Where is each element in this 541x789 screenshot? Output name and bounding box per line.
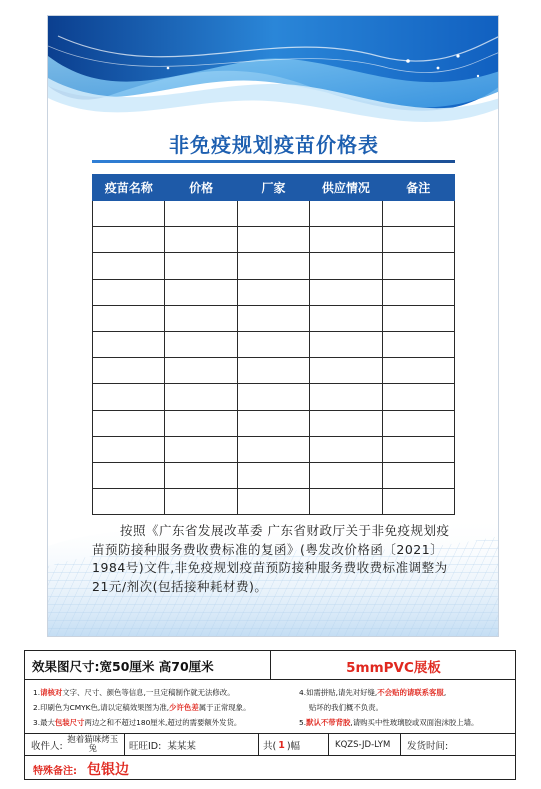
cell-price bbox=[165, 279, 237, 305]
cell-manufacturer bbox=[237, 384, 309, 410]
cell-supply-status bbox=[310, 279, 382, 305]
cell-vaccine-name bbox=[93, 279, 165, 305]
cell-vaccine-name bbox=[93, 358, 165, 384]
size-label: 效果图尺寸:宽50厘米 高70厘米 bbox=[32, 659, 214, 674]
cell-manufacturer bbox=[237, 305, 309, 331]
cell-price bbox=[165, 436, 237, 462]
cell-remarks bbox=[382, 384, 454, 410]
receiver-cell bbox=[25, 734, 125, 756]
cell-remarks bbox=[382, 358, 454, 384]
wangwang-cell bbox=[125, 734, 259, 756]
table-row bbox=[93, 358, 455, 384]
count-prefix: 共( bbox=[263, 741, 277, 752]
table-row bbox=[93, 410, 455, 436]
table-row bbox=[93, 201, 455, 227]
special-value: 包银边 bbox=[87, 762, 129, 778]
cell-manufacturer bbox=[237, 462, 309, 488]
cell-price bbox=[165, 305, 237, 331]
vaccine-price-table bbox=[92, 174, 455, 515]
note-1: 1.请核对文字、尺寸、颜色等信息,一旦定稿制作就无法修改。 bbox=[33, 688, 235, 697]
vaccine-price-poster bbox=[47, 15, 499, 637]
cell-vaccine-name bbox=[93, 331, 165, 357]
note-2: 2.印刷色为CMYK色,请以定稿效果图为准,少许色差属于正常现象。 bbox=[33, 703, 251, 712]
cell-remarks bbox=[382, 201, 454, 227]
table-row bbox=[93, 436, 455, 462]
cell-manufacturer bbox=[237, 253, 309, 279]
table-row bbox=[93, 227, 455, 253]
cell-price bbox=[165, 227, 237, 253]
cell-price bbox=[165, 358, 237, 384]
cell-vaccine-name bbox=[93, 436, 165, 462]
header-vaccine-name: 疫苗名称 bbox=[93, 175, 165, 201]
cell-supply-status bbox=[310, 384, 382, 410]
cell-remarks bbox=[382, 227, 454, 253]
cell-price bbox=[165, 489, 237, 515]
wangwang-value: 某某某 bbox=[167, 741, 196, 752]
cell-supply-status bbox=[310, 489, 382, 515]
header-manufacturer: 厂家 bbox=[237, 175, 309, 201]
cell-supply-status bbox=[310, 331, 382, 357]
count-cell bbox=[259, 734, 329, 756]
cell-vaccine-name bbox=[93, 201, 165, 227]
cell-price bbox=[165, 201, 237, 227]
header-supply-status: 供应情况 bbox=[310, 175, 382, 201]
cell-manufacturer bbox=[237, 227, 309, 253]
cell-price bbox=[165, 410, 237, 436]
cell-remarks bbox=[382, 436, 454, 462]
poster-title: 非免疫规划疫苗价格表 bbox=[169, 133, 379, 157]
special-notes-row bbox=[25, 756, 515, 781]
blue-wave-decoration bbox=[48, 16, 499, 146]
cell-price bbox=[165, 253, 237, 279]
note-4: 4.如需拼贴,请先对好缝,不会贴的请联系客服, bbox=[299, 688, 447, 697]
cell-vaccine-name bbox=[93, 305, 165, 331]
material-label: 5mmPVC展板 bbox=[346, 660, 441, 676]
cell-supply-status bbox=[310, 436, 382, 462]
cell-vaccine-name bbox=[93, 489, 165, 515]
ship-time-label: 发货时间: bbox=[407, 741, 449, 752]
cell-remarks bbox=[382, 305, 454, 331]
order-code: KQZS-JD-LYM bbox=[329, 734, 401, 756]
header-price: 价格 bbox=[165, 175, 237, 201]
table-body bbox=[93, 201, 455, 515]
cell-supply-status bbox=[310, 227, 382, 253]
cell-manufacturer bbox=[237, 331, 309, 357]
note-4-continued: 贴坏的我们概不负责。 bbox=[309, 703, 383, 712]
note-3: 3.最大包装尺寸两边之和不超过180厘米,超过的需要额外发货。 bbox=[33, 718, 242, 727]
cell-remarks bbox=[382, 279, 454, 305]
table-row bbox=[93, 253, 455, 279]
cell-supply-status bbox=[310, 462, 382, 488]
cell-price bbox=[165, 462, 237, 488]
table-row bbox=[93, 279, 455, 305]
cell-remarks bbox=[382, 462, 454, 488]
size-row bbox=[25, 651, 515, 680]
table-header-row bbox=[93, 175, 455, 201]
wangwang-label: 旺旺ID: bbox=[129, 741, 162, 752]
note-5: 5.默认不带背胶,请购买中性玻璃胶或双面泡沫胶上墙。 bbox=[299, 718, 479, 727]
receiver-name: 抱着猫咪烤玉兔 bbox=[67, 735, 119, 754]
table-row bbox=[93, 331, 455, 357]
title-underline bbox=[92, 160, 455, 163]
cell-remarks bbox=[382, 489, 454, 515]
cell-supply-status bbox=[310, 253, 382, 279]
cell-manufacturer bbox=[237, 436, 309, 462]
cell-remarks bbox=[382, 253, 454, 279]
cell-remarks bbox=[382, 410, 454, 436]
header-remarks: 备注 bbox=[382, 175, 454, 201]
table-row bbox=[93, 489, 455, 515]
cell-vaccine-name bbox=[93, 410, 165, 436]
table-row bbox=[93, 305, 455, 331]
table-row bbox=[93, 384, 455, 410]
cell-manufacturer bbox=[237, 358, 309, 384]
receiver-row bbox=[25, 734, 515, 756]
fee-notice: 按照《广东省发展改革委 广东省财政厅关于非免疫规划疫苗预防接种服务费收费标准的复函》(粤发改价格函〔2021〕1984号)文件,非免疫规划疫苗预防接种服务费收费标准调整为21元/剂次(包括接种耗材费)。 bbox=[92, 523, 450, 594]
cell-supply-status bbox=[310, 201, 382, 227]
special-label: 特殊备注: bbox=[33, 766, 77, 777]
production-info-sheet bbox=[24, 650, 516, 780]
notes-row bbox=[25, 680, 515, 734]
cell-supply-status bbox=[310, 305, 382, 331]
table-row bbox=[93, 462, 455, 488]
cell-vaccine-name bbox=[93, 227, 165, 253]
count-suffix: )幅 bbox=[286, 741, 301, 752]
cell-manufacturer bbox=[237, 201, 309, 227]
cell-manufacturer bbox=[237, 410, 309, 436]
cell-manufacturer bbox=[237, 489, 309, 515]
count-value: 1 bbox=[278, 739, 285, 751]
cell-vaccine-name bbox=[93, 253, 165, 279]
cell-vaccine-name bbox=[93, 384, 165, 410]
cell-manufacturer bbox=[237, 279, 309, 305]
cell-supply-status bbox=[310, 358, 382, 384]
cell-remarks bbox=[382, 331, 454, 357]
cell-vaccine-name bbox=[93, 462, 165, 488]
receiver-label: 收件人: bbox=[31, 741, 63, 752]
cell-price bbox=[165, 384, 237, 410]
cell-price bbox=[165, 331, 237, 357]
cell-supply-status bbox=[310, 410, 382, 436]
